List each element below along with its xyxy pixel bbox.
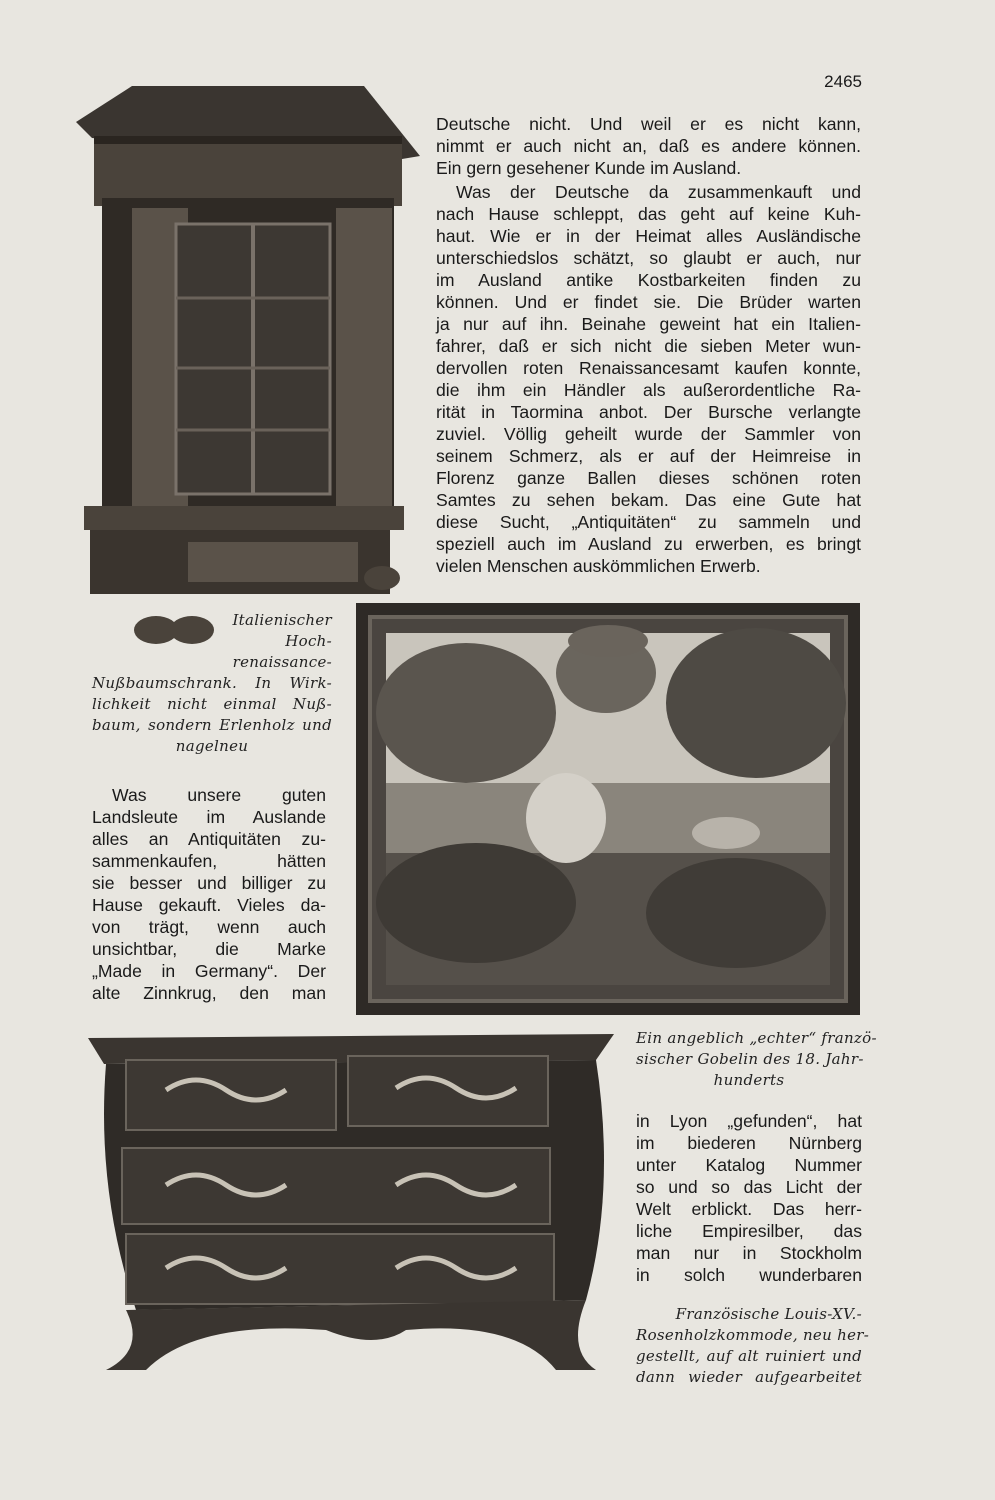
tapestry-caption [636,1028,877,1091]
text-line: man nur in Stockholm [636,1243,862,1263]
text-line: vielen Menschen auskömmlichen Erwerb. [436,556,761,576]
caption-line: Nußbaumschrank. In Wirk- [92,674,332,692]
caption-line: baum, sondern Erlenholz und [92,716,332,734]
text-line: Hause gekauft. Vieles da- [92,895,326,915]
caption-line: lichkeit nicht einmal Nuß- [92,695,332,713]
text-line: speziell auch im Ausland zu erwerben, es bringt [436,534,861,554]
caption-line: nagelneu [175,737,249,755]
caption-line: sischer Gobelin des 18. Jahr- [636,1050,864,1068]
text-line: alte Zinnkrug, den man [92,983,326,1003]
caption-line: dann wieder aufgearbeitet [636,1368,862,1386]
caption-line: renaissance- [232,653,332,671]
caption-line: Ein angeblich „echter“ franzö- [636,1029,877,1047]
text-line: Welt erblickt. Das herr- [636,1199,862,1219]
caption-line: Französische Louis-XV.- [675,1305,862,1323]
text-line: im Ausland antike Kostbarkeiten finden zu [436,270,861,290]
text-line: in Lyon „gefunden“, hat [636,1111,862,1131]
text-line: unsichtbar, die Marke [92,939,326,959]
text-line: im biederen Nürnberg [636,1133,862,1153]
text-line: können. Und er findet sie. Die Brüder warten [436,292,861,312]
text-line: alles an Antiquitäten zu- [92,829,326,849]
text-line: seinem Schmerz, als er auf der Heimreise in [436,446,861,466]
caption-line: Rosenholzkommode, neu her- [636,1326,870,1344]
text-line: Samtes zu sehen bekam. Das eine Gute hat [436,490,861,510]
text-line: zuviel. Völlig geheilt wurde der Sammler von [436,424,861,444]
text-line: nach Hause schleppt, das geht auf keine Kuh- [436,204,861,224]
text-line: diese Sucht, „Antiquitäten“ zu sammeln und [436,512,861,532]
caption-line: hunderts [713,1071,785,1089]
text-line: dervollen roten Renaissancesamt kaufen konnte, [436,358,861,378]
text-line: liche Empiresilber, das [636,1221,862,1241]
caption-line: Hoch- [285,632,332,650]
text-line: „Made in Germany“. Der [92,961,326,981]
top-text-column [436,113,861,577]
text-line: unterschiedslos schätzt, so glaubt er auch, nur [436,248,861,268]
cabinet-caption [92,610,332,757]
tapestry-photo [356,603,860,1015]
text-line: von trägt, wenn auch [92,917,326,937]
text-line: sie besser und billiger zu [92,873,326,893]
left-text-column [92,784,326,1004]
text-line: die ihm ein Händler als außerordentliche Ra- [436,380,861,400]
text-line: unter Katalog Nummer [636,1155,862,1175]
text-line: in solch wunderbaren [636,1265,862,1285]
text-line: Ein gern gesehener Kunde im Ausland. [436,158,742,178]
caption-line: gestellt, auf alt ruiniert und [636,1347,862,1365]
cabinet-photo [72,78,424,650]
page-number: 2465 [824,72,862,91]
text-line: Was unsere guten [112,785,326,805]
text-line: fahrer, daß er sich nicht die sieben Meter wun- [436,336,861,356]
commode-photo [86,1030,616,1380]
text-line: rität in Taormina anbot. Der Bursche verlangte [436,402,861,422]
text-line: Landsleute im Auslande [92,807,326,827]
text-line: ja nur auf ihn. Beinahe geweint hat ein Italien- [436,314,861,334]
text-line: haut. Wie er in der Heimat alles Ausländische [436,226,861,246]
text-line: Deutsche nicht. Und weil er es nicht kann, [436,114,861,134]
text-line: so und so das Licht der [636,1177,862,1197]
text-line: sammenkaufen, hätten [92,851,326,871]
caption-line: Italienischer [232,611,332,629]
right-text-column [636,1110,862,1286]
text-line: nimmt er auch nicht an, daß es andere können. [436,136,861,156]
text-line: Florenz ganze Ballen dieses schönen roten [436,468,861,488]
text-line: Was der Deutsche da zusammenkauft und [456,182,861,202]
commode-caption [636,1304,870,1388]
